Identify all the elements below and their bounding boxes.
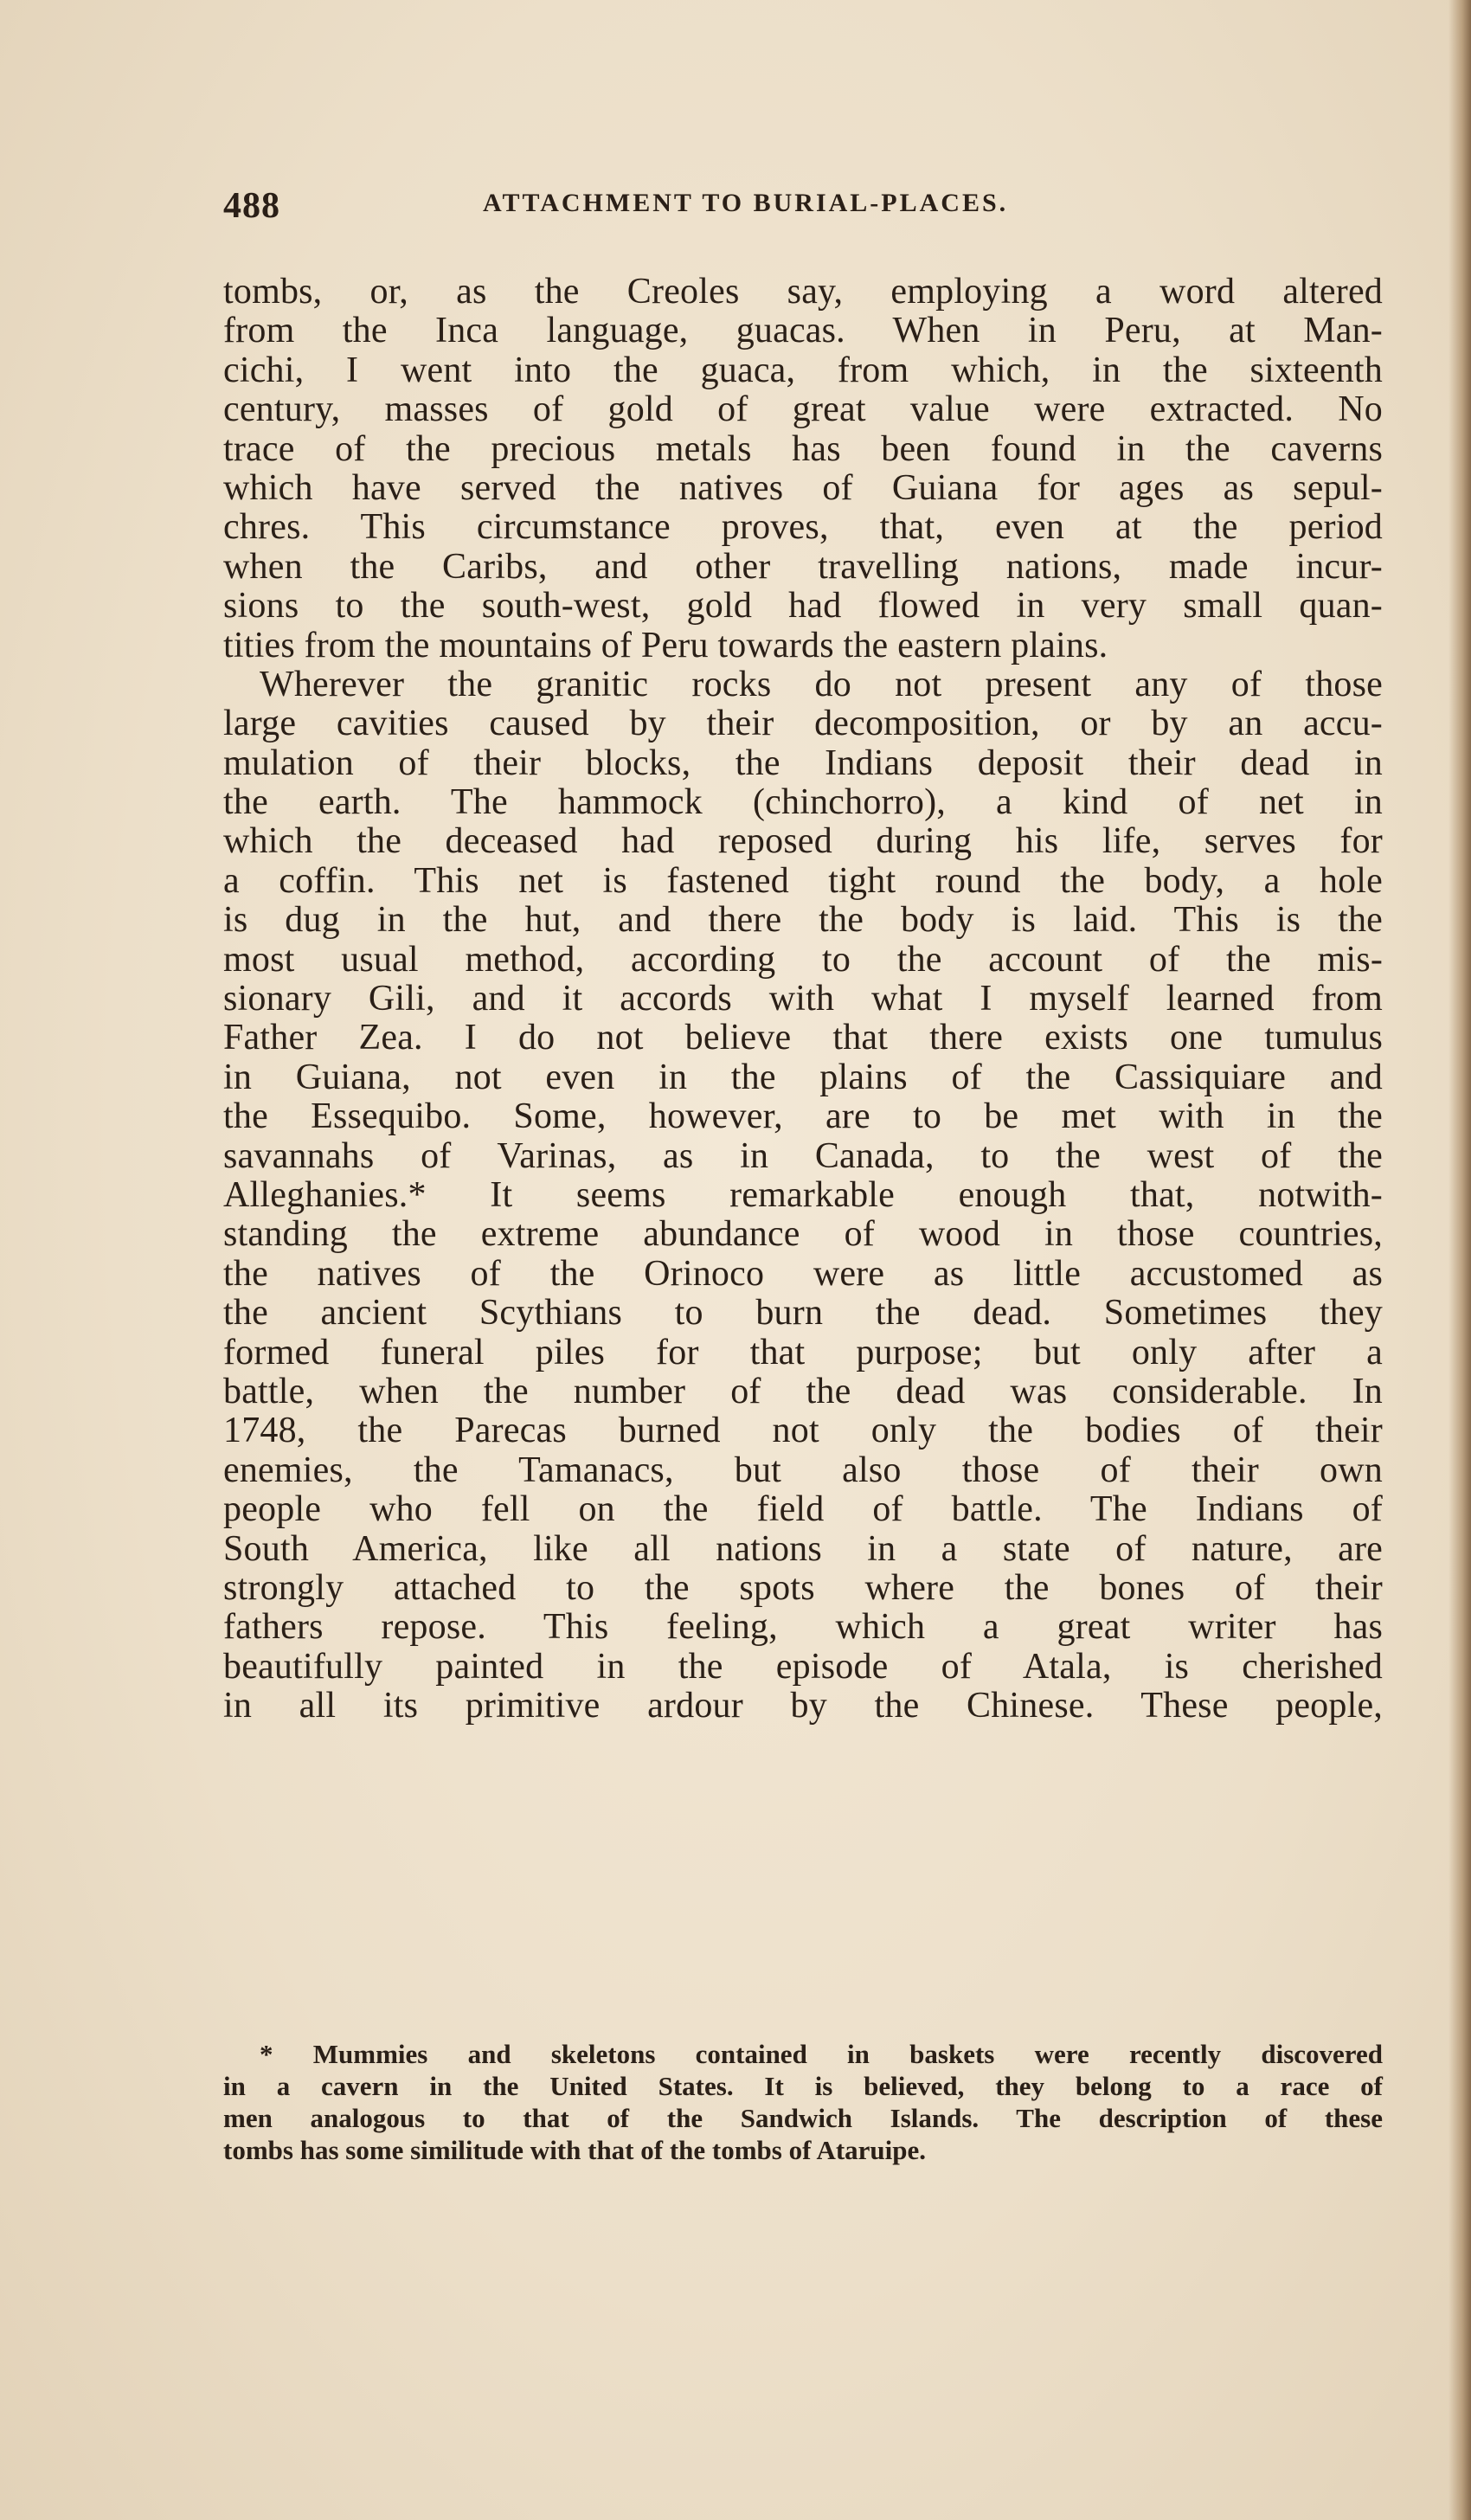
body-line: tities from the mountains of Peru towards the eastern plains. [223,625,1108,665]
body-line: 1748, the Parecas burned not only the bodies of their [223,1411,1383,1451]
body-line: tombs, or, as the Creoles say, employing a word altered [223,272,1383,312]
body-line: which the deceased had reposed during his life, serves for [223,821,1383,862]
body-line: most usual method, according to the account of the mis- [223,939,1383,980]
body-line: South America, like all nations in a state of nature, are [223,1528,1383,1569]
body-line: fathers repose. This feeling, which a great writer has [223,1607,1383,1648]
body-line: people who fell on the field of battle. The Indians of [223,1489,1383,1530]
body-line: strongly attached to the spots where the bones of their [223,1567,1383,1608]
body-line: sions to the south-west, gold had flowed in very small quan- [223,586,1383,627]
body-line: Wherever the granitic rocks do not present any of those [260,664,1383,704]
body-line: when the Caribs, and other travelling nations, made incur- [223,546,1383,587]
body-line: in all its primitive ardour by the Chinese. These people, [223,1686,1383,1726]
body-line: Alleghanies.* It seems remarkable enough that, notwith- [223,1174,1383,1215]
footnote-line: in a cavern in the United States. It is believed, they belong to a race of [223,2071,1383,2101]
body-line: formed funeral piles for that purpose; but only after a [223,1332,1383,1372]
footnote-line: * Mummies and skeletons contained in baskets were recently discovered [260,2039,1383,2069]
page-header [223,185,1383,237]
body-line: from the Inca language, guacas. When in Peru, at Man- [223,311,1383,351]
body-line: large cavities caused by their decomposition, or by an accu- [223,704,1383,744]
body-line: battle, when the number of the dead was considerable. In [223,1371,1383,1411]
body-line: the natives of the Orinoco were as little accustomed as [223,1253,1383,1294]
body-line: chres. This circumstance proves, that, even at the period [223,507,1383,548]
body-line: the ancient Scythians to burn the dead. Sometimes they [223,1293,1383,1334]
body-text [223,273,1383,1726]
footnote-line: men analogous to that of the Sandwich Islands. The description of these [223,2103,1383,2133]
body-line: in Guiana, not even in the plains of the Cassiquiare and [223,1057,1383,1097]
body-line: the Essequibo. Some, however, are to be met with in the [223,1096,1383,1137]
body-line: century, masses of gold of great value were extracted. No [223,389,1383,430]
body-line: which have served the natives of Guiana for ages as sepul- [223,467,1383,508]
page-number: 488 [223,186,280,226]
footnote-line: tombs has some similitude with that of the tombs of Ataruipe. [223,2135,927,2165]
body-line: Father Zea. I do not believe that there exists one tumulus [223,1018,1383,1058]
body-line: sionary Gili, and it accords with what I myself learned from [223,979,1383,1019]
body-line: the earth. The hammock (chinchorro), a kind of net in [223,782,1383,823]
body-line: mulation of their blocks, the Indians deposit their dead in [223,742,1383,783]
body-line: a coffin. This net is fastened tight round the body, a hole [223,860,1383,901]
body-line: trace of the precious metals has been found in the caverns [223,428,1383,469]
body-line: beautifully painted in the episode of Atala, is cherished [223,1646,1383,1687]
page-edge-shadow [1449,0,1471,2520]
body-line: is dug in the hut, and there the body is laid. This is the [223,900,1383,941]
body-line: enemies, the Tamanacs, but also those of their own [223,1450,1383,1490]
footnote [223,2038,1383,2166]
body-line: cichi, I went into the guaca, from which, in the sixteenth [223,350,1383,390]
body-line: savannahs of Varinas, as in Canada, to the west of the [223,1135,1383,1176]
body-line: standing the extreme abundance of wood in those countries, [223,1214,1383,1255]
running-title: ATTACHMENT TO BURIAL-PLACES. [483,189,1009,217]
